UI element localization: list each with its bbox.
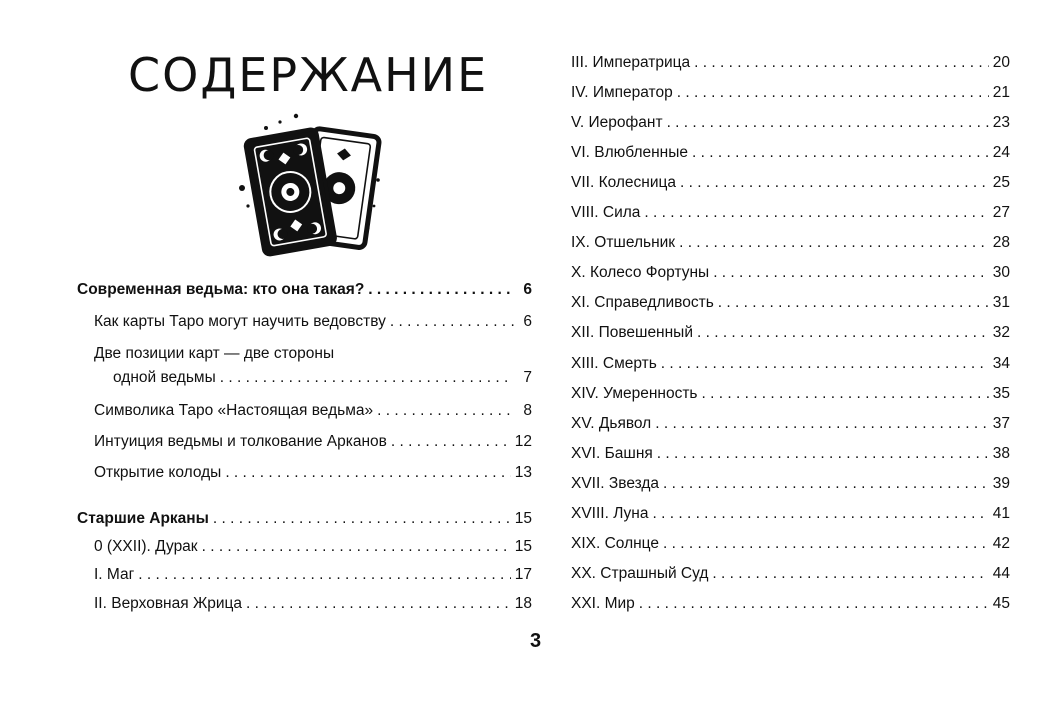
toc-leader-dots	[679, 234, 989, 252]
toc-leader-dots	[680, 174, 989, 192]
toc-leader-dots	[246, 595, 511, 613]
toc-entry[interactable]	[571, 234, 1010, 252]
page-title: СОДЕРЖАНИЕ	[128, 48, 489, 102]
toc-entry-page: 13	[514, 464, 532, 481]
toc-entry-label: XVIII. Луна	[571, 504, 649, 522]
toc-leader-dots	[718, 294, 989, 312]
toc-entry-page: 39	[992, 474, 1010, 492]
toc-entry-label: XVI. Башня	[571, 444, 653, 462]
toc-leader-dots	[377, 402, 514, 420]
toc-entry-page: 44	[992, 564, 1010, 582]
page-number: 3	[530, 630, 542, 652]
toc-leader-dots	[667, 114, 989, 132]
toc-entry[interactable]	[113, 369, 532, 387]
toc-entry-label: X. Колесо Фортуны	[571, 264, 710, 282]
toc-entry[interactable]	[571, 204, 1010, 222]
toc-leader-dots	[692, 144, 989, 162]
toc-leader-dots	[702, 385, 989, 403]
toc-entry-page: 38	[992, 444, 1010, 462]
toc-entry-label: VII. Колесница	[571, 174, 677, 192]
toc-entry[interactable]	[94, 538, 532, 556]
toc-entry-label: VIII. Сила	[571, 204, 641, 222]
toc-leader-dots	[713, 264, 989, 282]
toc-leader-dots	[663, 535, 989, 553]
toc-entry-page: 34	[992, 354, 1010, 372]
toc-leader-dots	[225, 464, 510, 482]
toc-entry-page: 12	[514, 433, 532, 450]
toc-entry-page: 6	[523, 281, 532, 298]
toc-entry-page: 35	[992, 384, 1010, 402]
toc-entry[interactable]	[94, 433, 532, 451]
toc-entry[interactable]	[94, 313, 532, 331]
toc-leader-dots	[391, 433, 511, 451]
toc-entry-label: XIV. Умеренность	[571, 384, 698, 402]
toc-entry[interactable]	[94, 464, 532, 482]
toc-entry-label: IX. Отшельник	[571, 234, 676, 252]
toc-entry-page: 45	[992, 594, 1010, 612]
toc-leader-dots	[213, 510, 511, 528]
toc-entry-page: 25	[992, 174, 1010, 192]
toc-leader-dots	[644, 204, 988, 222]
toc-entry-label: III. Императрица	[571, 54, 691, 71]
toc-entry-label: Старшие Арканы	[77, 510, 209, 527]
toc-leader-dots	[653, 505, 989, 523]
toc-entry-label: одной ведьмы	[113, 369, 216, 386]
toc-entry[interactable]	[94, 402, 532, 420]
toc-entry[interactable]	[571, 415, 1010, 433]
toc-entry-page: 18	[514, 595, 532, 612]
toc-entry-page: 32	[992, 324, 1010, 342]
toc-entry-page: 21	[992, 84, 1010, 102]
toc-entry[interactable]	[571, 324, 1010, 342]
toc-entry-page: 15	[514, 510, 532, 527]
toc-entry[interactable]	[571, 565, 1010, 583]
toc-leader-dots	[712, 565, 988, 583]
toc-leader-dots	[220, 369, 514, 387]
toc-entry-page: 7	[523, 369, 532, 386]
toc-entry[interactable]	[94, 595, 532, 613]
toc-entry-label: IV. Император	[571, 84, 673, 102]
toc-leader-dots	[657, 445, 989, 463]
toc-entry[interactable]	[94, 566, 532, 584]
toc-entry[interactable]	[571, 114, 1010, 132]
toc-entry[interactable]	[571, 475, 1010, 493]
toc-entry-page: 15	[514, 538, 532, 555]
toc-entry-page: 42	[992, 534, 1010, 552]
toc-entry[interactable]	[77, 281, 532, 299]
toc-entry[interactable]	[77, 510, 532, 528]
toc-entry-label: XV. Дьявол	[571, 414, 652, 432]
toc-entry-label: XIX. Солнце	[571, 534, 659, 552]
toc-entry-label: XII. Повешенный	[571, 324, 693, 342]
toc-entry-page: 28	[992, 234, 1010, 252]
toc-entry-label: XXI. Мир	[571, 594, 635, 612]
toc-entry-page: 24	[992, 144, 1010, 162]
toc-entry-page: 31	[992, 294, 1010, 312]
toc-leader-dots	[390, 313, 514, 331]
toc-leader-dots	[202, 538, 511, 556]
toc-entry[interactable]	[571, 535, 1010, 553]
toc-entry[interactable]	[571, 355, 1010, 373]
toc-leader-dots	[655, 415, 989, 433]
toc-entry-label: Современная ведьма: кто она такая?	[77, 281, 365, 298]
toc-leader-dots	[677, 84, 989, 102]
toc-entry[interactable]	[571, 174, 1010, 192]
toc-entry[interactable]	[571, 595, 1010, 613]
toc-entry[interactable]	[571, 144, 1010, 162]
toc-entry-page: 17	[514, 566, 532, 583]
toc-entry-label: Открытие колоды	[94, 464, 222, 481]
toc-entry-label: XVII. Звезда	[571, 474, 660, 492]
toc-entry-label: II. Верховная Жрица	[94, 595, 243, 612]
toc-leader-dots	[368, 281, 514, 299]
toc-entry[interactable]	[571, 54, 1010, 72]
toc-entry-label: XI. Справедливость	[571, 294, 714, 312]
toc-entry-page: 20	[992, 54, 1010, 71]
toc-entry-page: 30	[992, 264, 1010, 282]
toc-entry-label: I. Маг	[94, 566, 135, 583]
toc-entry-label: XX. Страшный Суд	[571, 564, 709, 582]
toc-entry[interactable]	[571, 445, 1010, 463]
toc-entry-label: 0 (XXII). Дурак	[94, 538, 198, 555]
toc-entry-label: Как карты Таро могут научить ведовству	[94, 313, 386, 330]
toc-entry[interactable]	[571, 385, 1010, 403]
toc-entry[interactable]	[571, 505, 1010, 523]
toc-entry-label: Интуиция ведьмы и толкование Арканов	[94, 433, 387, 450]
toc-entry-page: 37	[992, 414, 1010, 432]
tarot-cards-illustration	[228, 110, 386, 260]
toc-entry-label: Символика Таро «Настоящая ведьма»	[94, 402, 374, 419]
toc-entry[interactable]	[571, 264, 1010, 282]
toc-entry-page: 6	[523, 313, 532, 330]
toc-leader-dots	[661, 355, 989, 373]
toc-entry-label: XIII. Смерть	[571, 354, 657, 372]
toc-entry-page: 23	[992, 114, 1010, 132]
toc-entry-page: 41	[992, 504, 1010, 522]
toc-entry-label-line1: Две позиции карт — две стороны	[94, 345, 335, 362]
toc-leader-dots	[697, 324, 989, 342]
toc-entry-label: VI. Влюбленные	[571, 144, 688, 162]
toc-entry[interactable]	[571, 294, 1010, 312]
toc-leader-dots	[663, 475, 989, 493]
toc-leader-dots	[639, 595, 989, 613]
toc-entry-page: 27	[992, 204, 1010, 222]
toc-entry[interactable]	[571, 84, 1010, 102]
toc-entry-page: 8	[523, 402, 532, 419]
toc-leader-dots	[694, 54, 989, 72]
toc-entry-label: V. Иерофант	[571, 114, 663, 132]
toc-leader-dots	[138, 566, 510, 584]
